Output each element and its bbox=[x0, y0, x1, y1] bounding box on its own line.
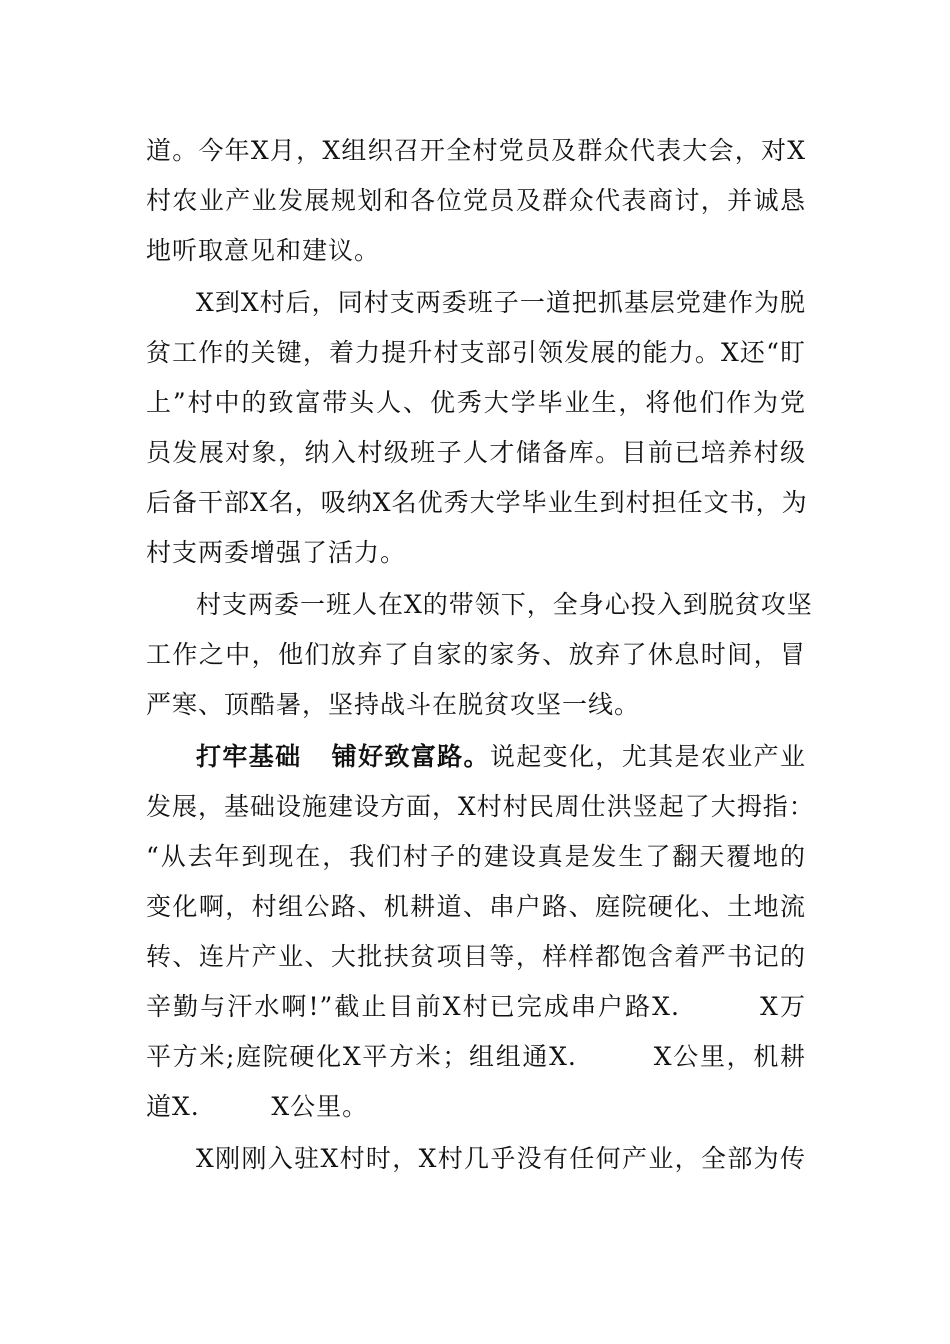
text-line: 道X. X公里。 bbox=[146, 1092, 369, 1121]
paragraph-first-line bbox=[196, 740, 806, 774]
text-line: 上”村中的致富带头人、优秀大学毕业生，将他们作为党 bbox=[146, 388, 806, 417]
paragraph-first-line: X到X村后，同村支两委班子一道把抓基层党建作为脱 bbox=[196, 288, 806, 317]
text-line: 平方米;庭院硬化X平方米；组组通X. X公里，机耕 bbox=[146, 1042, 806, 1071]
text-line: 村农业产业发展规划和各位党员及群众代表商讨，并诚恳 bbox=[146, 186, 806, 215]
text-line: 道。今年X月，X组织召开全村党员及群众代表大会，对X bbox=[146, 136, 806, 165]
text-line: 转、连片产业、大批扶贫项目等，样样都饱含着严书记的 bbox=[146, 942, 806, 971]
text-line: 员发展对象，纳入村级班子人才储备库。目前已培养村级 bbox=[146, 438, 806, 467]
text-line: 变化啊，村组公路、机耕道、串户路、庭院硬化、土地流 bbox=[146, 892, 806, 921]
text-line: 工作之中，他们放弃了自家的家务、放弃了休息时间，冒 bbox=[146, 640, 806, 669]
text-line: 辛勤与汗水啊!”截止目前X村已完成串户路X. X万 bbox=[146, 992, 806, 1021]
text-line: 贫工作的关键，着力提升村支部引领发展的能力。X还“盯 bbox=[146, 338, 806, 367]
text-line: 后备干部X名，吸纳X名优秀大学毕业生到村担任文书，为 bbox=[146, 488, 808, 517]
text-line: 发展，基础设施建设方面，X村村民周仕洪竖起了大拇指： bbox=[146, 792, 815, 821]
section-heading: 打牢基础 铺好致富路。 bbox=[196, 742, 490, 771]
text-line: 严寒、顶酷暑，坚持战斗在脱贫攻坚一线。 bbox=[146, 690, 641, 719]
paragraph-first-line: X刚刚入驻X村时，X村几乎没有任何产业，全部为传 bbox=[196, 1144, 806, 1173]
text-run: 说起变化，尤其是农业产业 bbox=[489, 742, 806, 771]
text-line: 村支两委增强了活力。 bbox=[146, 538, 407, 567]
text-line: “从去年到现在，我们村子的建设真是发生了翻天覆地的 bbox=[146, 842, 806, 871]
paragraph-first-line: 村支两委一班人在X的带领下，全身心投入到脱贫攻坚 bbox=[196, 590, 813, 619]
text-line: 地听取意见和建议。 bbox=[146, 236, 381, 265]
